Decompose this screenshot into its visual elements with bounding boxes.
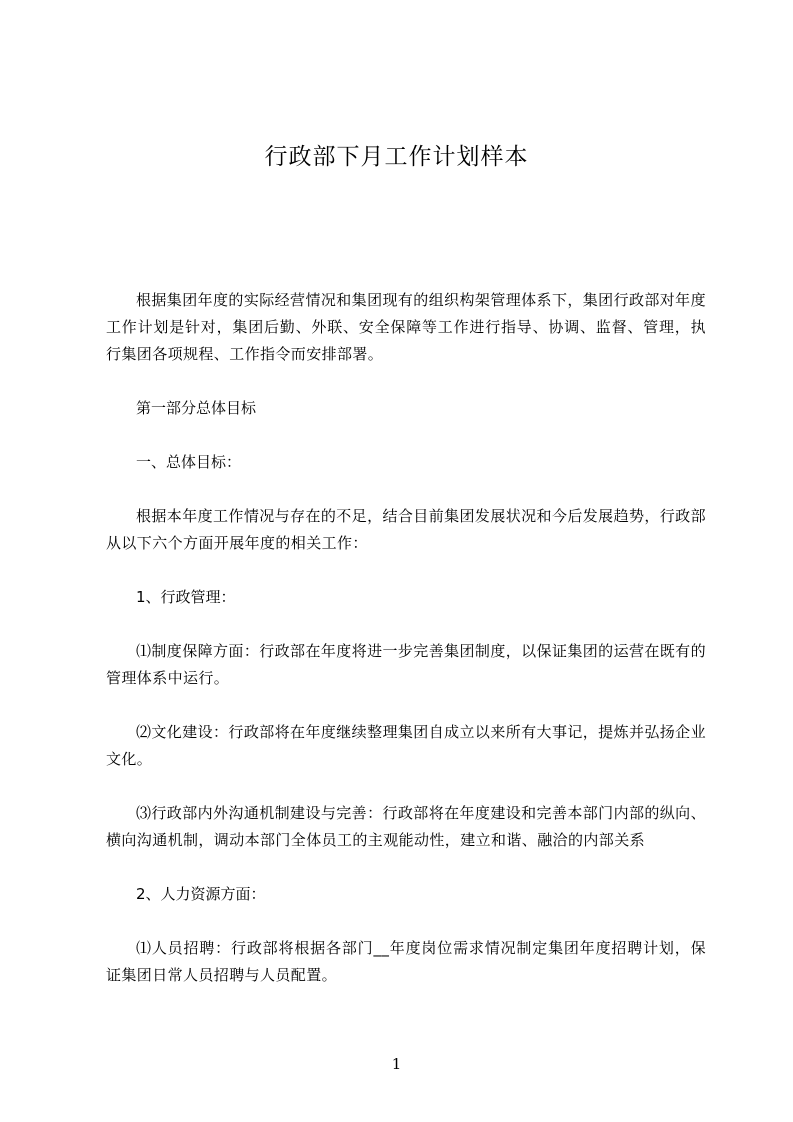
section1-heading: 一、总体目标： bbox=[136, 453, 242, 471]
page-number: 1 bbox=[391, 1055, 402, 1073]
document-body bbox=[106, 287, 706, 989]
item2-heading: 2、人力资源方面： bbox=[136, 885, 266, 903]
item1-3-paragraph: ⑶行政部内外沟通机制建设与完善：行政部将在年度建设和完善本部门内部的纵向、横向沟通机制，调动本部门全体员工的主观能动性，建立和谐、融洽的内部关系 bbox=[106, 804, 706, 849]
item1-1-paragraph: ⑴制度保障方面：行政部在年度将进一步完善集团制度，以保证集团的运营在既有的管理体系中运行。 bbox=[106, 642, 706, 687]
section1-paragraph: 根据本年度工作情况与存在的不足，结合目前集团发展状况和今后发展趋势，行政部从以下六个方面开展年度的相关工作： bbox=[106, 507, 706, 552]
item1-2-paragraph: ⑵文化建设：行政部将在年度继续整理集团自成立以来所有大事记，提炼并弘扬企业文化。 bbox=[106, 723, 706, 768]
document-title: 行政部下月工作计划样本 bbox=[264, 144, 529, 170]
item1-heading: 1、行政管理： bbox=[136, 588, 236, 606]
part1-heading: 第一部分总体目标 bbox=[136, 399, 257, 417]
item2-1-paragraph: ⑴人员招聘：行政部将根据各部门__年度岗位需求情况制定集团年度招聘计划，保证集团日常人员招聘与人员配置。 bbox=[106, 939, 706, 984]
intro-paragraph: 根据集团年度的实际经营情况和集团现有的组织构架管理体系下，集团行政部对年度工作计划是针对，集团后勤、外联、安全保障等工作进行指导、协调、监督、管理，执行集团各项规程、工作指令而安排部署。 bbox=[106, 291, 706, 363]
